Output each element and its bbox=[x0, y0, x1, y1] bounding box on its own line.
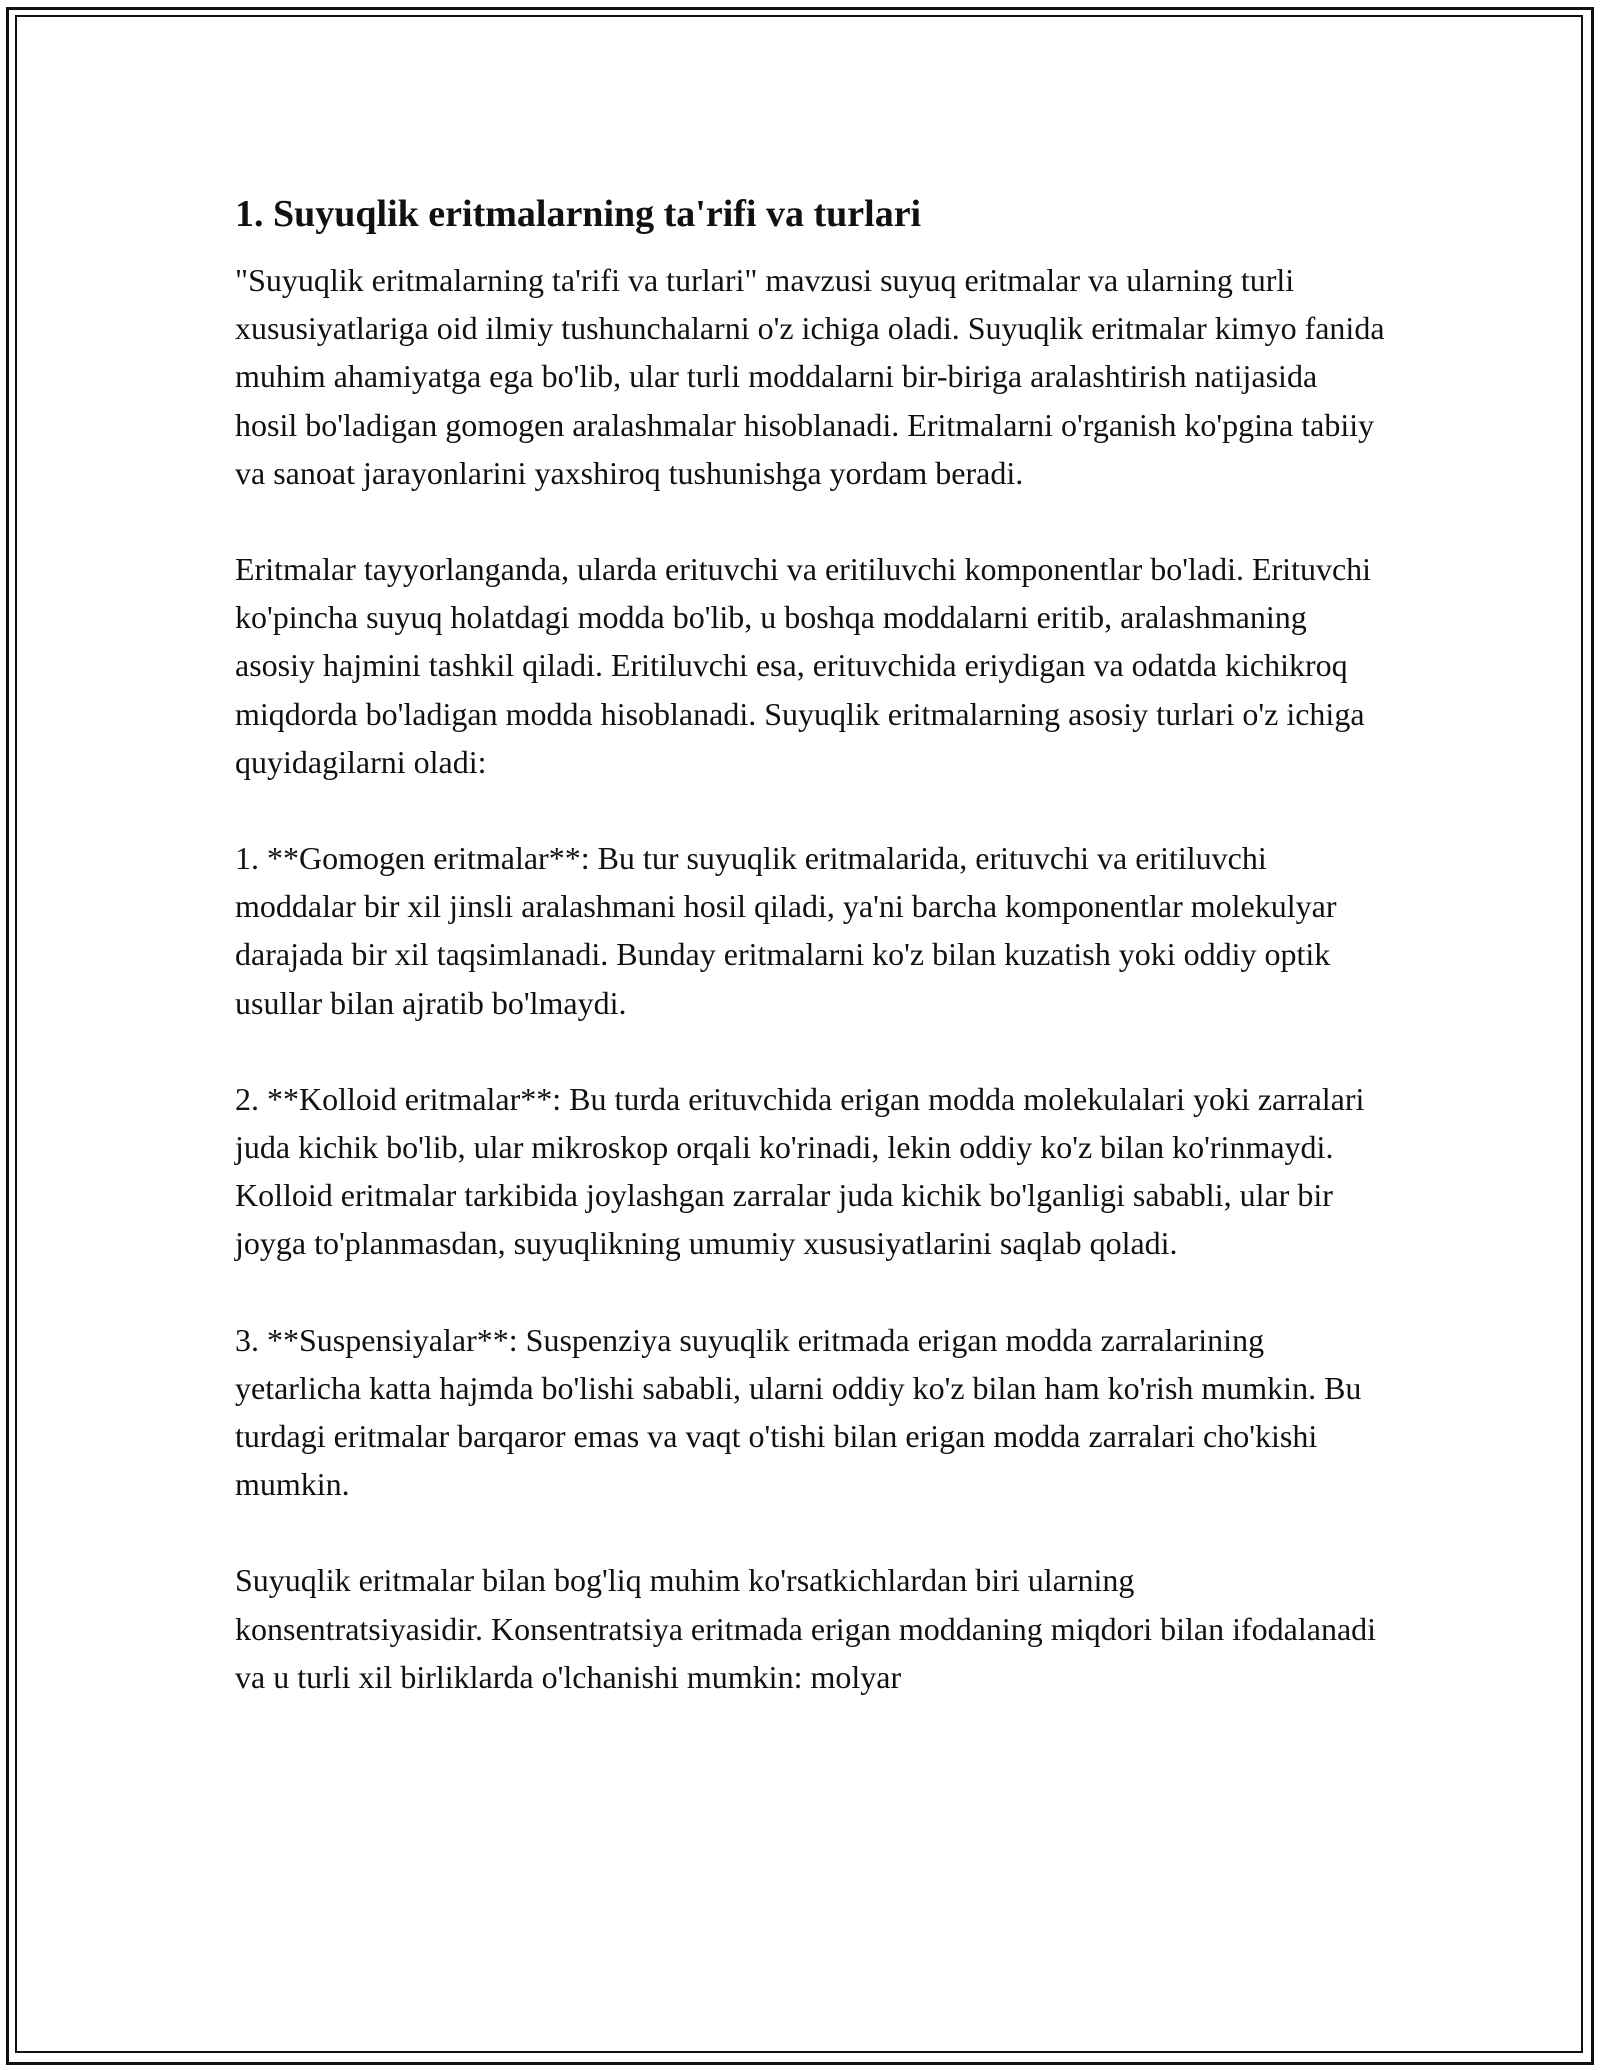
list-item-homogeneous: 1. **Gomogen eritmalar**: Bu tur suyuqlik eritmalarida, erituvchi va eritiluvchi moddalar bir xil jinsli aralashmani hosil qiladi, ya'ni barcha komponentlar molekulyar darajada bir xil taqsimlanadi. Bunday eritmalarni ko'z bilan kuzatish yoki oddiy optik usullar bilan ajratib bo'lmaydi. bbox=[235, 840, 1337, 1021]
document-body bbox=[235, 186, 1385, 1701]
paragraph-components: Eritmalar tayyorlanganda, ularda erituvchi va eritiluvchi komponentlar bo'ladi. Erituvchi ko'pincha suyuq holatdagi modda bo'lib, u boshqa moddalarni eritib, aralashmaning asosiy hajmini tashkil qiladi. Eritiluvchi esa, erituvchida eriydigan va odatda kichikroq miqdorda bo'ladigan modda hisoblanadi. Suyuqlik eritmalarning asosiy turlari o'z ichiga quyidagilarni oladi: bbox=[235, 551, 1372, 780]
paragraph-intro: "Suyuqlik eritmalarning ta'rifi va turlari" mavzusi suyuq eritmalar va ularning turli xususiyatlariga oid ilmiy tushunchalarni o'z ichiga oladi. Suyuqlik eritmalar kimyo fanida muhim ahamiyatga ega bo'lib, ular turli moddalarni bir-biriga aralashtirish natijasida hosil bo'ladigan gomogen aralashmalar hisoblanadi. Eritmalarni o'rganish ko'pgina tabiiy va sanoat jarayonlarini yaxshiroq tushunishga yordam beradi. bbox=[235, 262, 1385, 491]
paragraph-concentration: Suyuqlik eritmalar bilan bog'liq muhim ko'rsatkichlardan biri ularning konsentratsiyasidir. Konsentratsiya eritmada erigan moddaning miqdori bilan ifodalanadi va u turli xil birliklarda o'lchanishi mumkin: molyar bbox=[235, 1562, 1377, 1695]
list-item-suspension: 3. **Suspensiyalar**: Suspenziya suyuqlik eritmada erigan modda zarralarining yetarlicha katta hajmda bo'lishi sababli, ularni oddiy ko'z bilan ham ko'rish mumkin. Bu turdagi eritmalar barqaror emas va vaqt o'tishi bilan erigan modda zarralari cho'kishi mumkin. bbox=[235, 1321, 1362, 1503]
section-title: 1. Suyuqlik eritmalarning ta'rifi va turlari bbox=[235, 193, 922, 235]
list-item-colloid: 2. **Kolloid eritmalar**: Bu turda erituvchida erigan modda molekulalari yoki zarralari juda kichik bo'lib, ular mikroskop orqali ko'rinadi, lekin oddiy ko'z bilan ko'rinmaydi. Kolloid eritmalar tarkibida joylashgan zarralar juda kichik bo'lganligi sababli, ular bir joyga to'planmasdan, suyuqlikning umumiy xususiyatlarini saqlab qoladi. bbox=[235, 1080, 1365, 1262]
